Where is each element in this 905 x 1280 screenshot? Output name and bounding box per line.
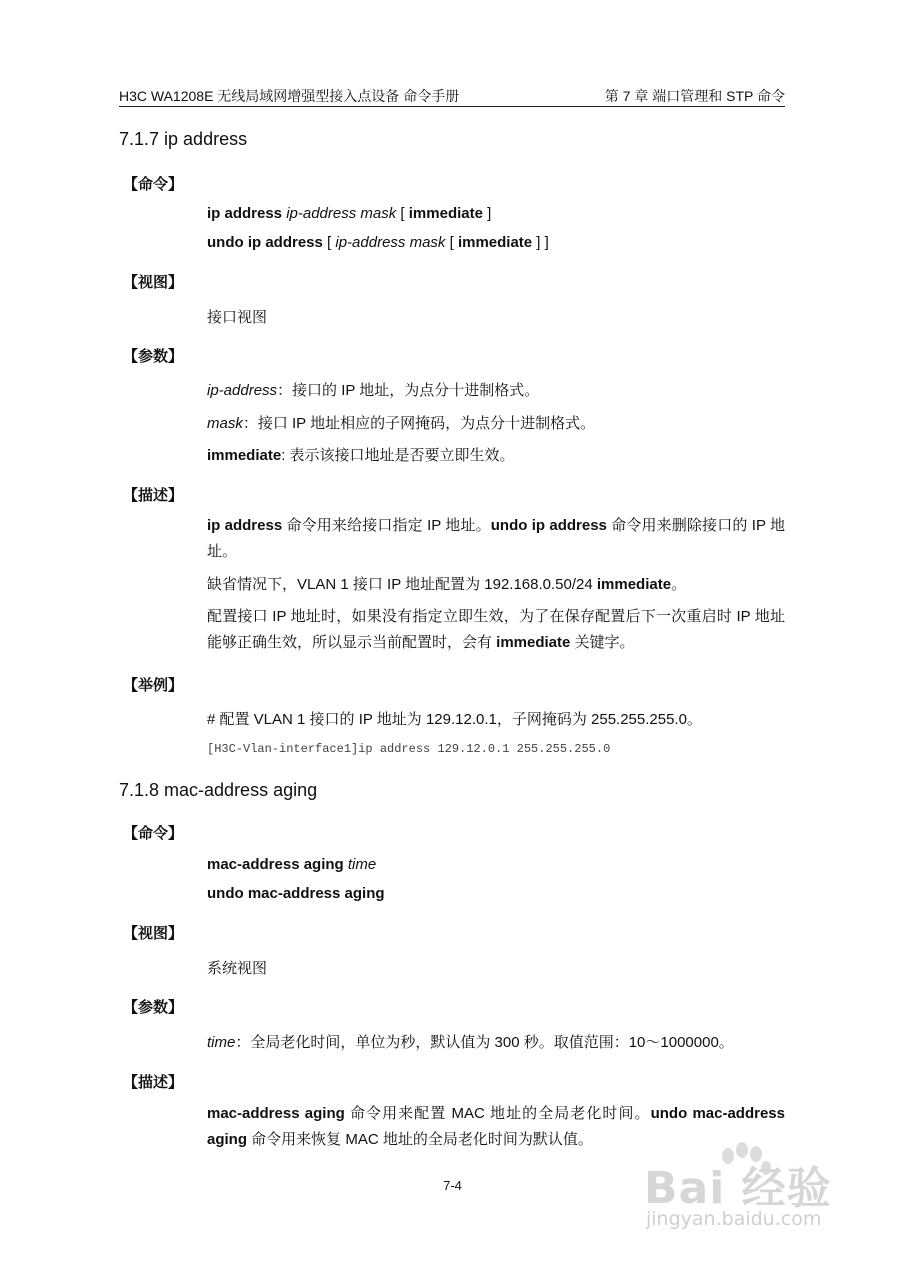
param-desc: ：接口 IP 地址相应的子网掩码，为点分十进制格式。 [242,415,596,432]
param-desc: ：全局老化时间，单位为秒，默认值为 300 秒。取值范围：10～1000000。 [235,1034,734,1051]
keyword: undo ip address [207,234,323,251]
argument: time [347,856,377,873]
argument: ip-address mask [286,205,397,222]
description-paragraph-2 [207,572,785,598]
parameter-ip-address [207,379,539,400]
text: 命令用来配置 MAC 地址的全局老化时间。 [344,1105,651,1122]
keyword: undo mac-address aging [207,1105,785,1148]
header-title: H3C WA1208E 无线局域网增强型接入点设备 命令手册 [119,88,460,104]
param-desc: ：接口的 IP 地址，为点分十进制格式。 [277,382,540,399]
param-name: ip-address [207,382,278,399]
keyword: undo mac-address aging [207,885,385,902]
bracket: ] [482,205,492,222]
command-syntax [207,205,491,222]
description-label: 【描述】 [123,1074,184,1091]
param-name: time [207,1034,236,1051]
param-name: mask [207,415,243,432]
view-label: 【视图】 [123,925,184,942]
param-desc: : 表示该接口地址是否要立即生效。 [281,447,515,464]
section-title-mac-address-aging: 7.1.8 mac-address aging [119,780,318,800]
text: 配置接口 IP 地址时，如果没有指定立即生效，为了在保存配置后下一次重启时 IP 地址能够正确生效，所以显示当前配置时，会有 [207,608,785,651]
param-name: immediate [207,447,282,464]
text: 缺省情况下，VLAN 1 接口 IP 地址配置为 192.168.0.50/24 [207,576,597,593]
text: 命令用来删除接口的 IP 地址。 [207,517,786,560]
section-title-ip-address: 7.1.7 ip address [119,129,248,149]
keyword: immediate [496,634,571,651]
bracket: [ [322,234,336,251]
watermark-brand: Bai 经验 [644,1163,832,1214]
view-label: 【视图】 [123,274,184,291]
parameter-label: 【参数】 [123,999,184,1016]
text: 命令用来给接口指定 IP 地址。 [282,517,491,534]
command-label: 【命令】 [123,825,184,842]
page-number: 7-4 [443,1178,462,1193]
bracket: [ [445,234,458,251]
command-syntax-undo [207,885,385,902]
baidu-watermark [640,1142,870,1242]
keyword: immediate [408,205,483,222]
parameter-mask [207,412,595,433]
example-text: # 配置 VLAN 1 接口的 IP 地址为 129.12.0.1，子网掩码为 255.255.255.0。 [207,711,702,728]
view-text: 系统视图 [207,960,268,977]
text: 关键字。 [570,634,635,651]
command-syntax [207,856,376,873]
parameter-immediate [207,444,515,465]
command-syntax-undo [207,234,549,251]
parameter-label: 【参数】 [123,348,184,365]
command-label: 【命令】 [123,176,184,193]
description-label: 【描述】 [123,487,184,504]
keyword: undo ip address [490,517,607,534]
text: 命令用来恢复 MAC 地址的全局老化时间为默认值。 [247,1131,593,1148]
keyword: mac-address aging [207,856,344,873]
keyword: ip address [207,517,283,534]
parameter-time [207,1031,734,1052]
example-code: [H3C-Vlan-interface1]ip address 129.12.0.1 255.255.255.0 [207,742,611,756]
view-text: 接口视图 [207,309,268,326]
example-label: 【举例】 [123,677,184,694]
bracket: ] ] [532,234,549,251]
keyword: ip address [207,205,283,222]
keyword: immediate [596,576,672,593]
description-paragraph-1 [207,513,785,565]
text: 。 [671,576,687,593]
keyword: mac-address aging [207,1105,345,1122]
argument: ip-address mask [335,234,446,251]
keyword: immediate [457,234,533,251]
header-chapter: 第 7 章 端口管理和 STP 命令 [604,88,785,104]
watermark-url: jingyan.baidu.com [646,1208,822,1230]
description-paragraph-3 [207,604,785,656]
page-header [119,86,785,107]
bracket: [ [396,205,409,222]
